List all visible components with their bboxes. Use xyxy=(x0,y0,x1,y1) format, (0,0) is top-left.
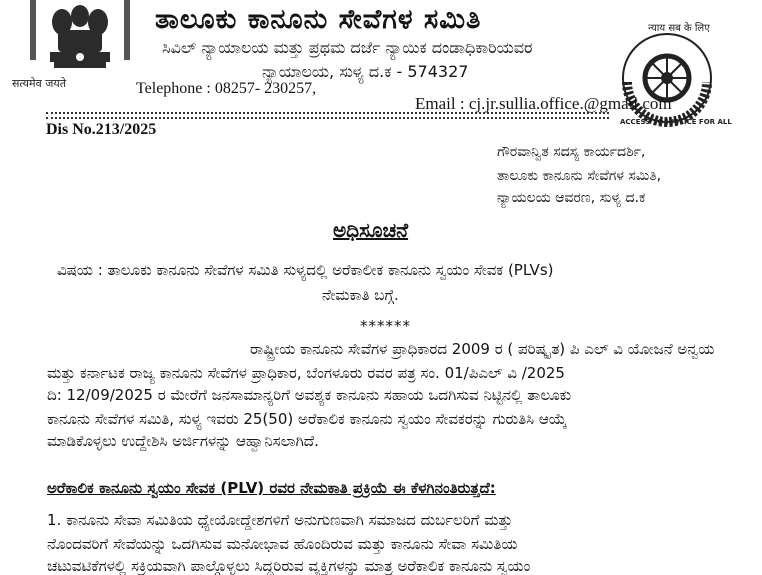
letterhead-divider xyxy=(46,117,609,119)
section-heading: ಅರೆಕಾಲಿಕ ಕಾನೂನು ಸ್ವಯಂ ಸೇವಕ (PLV) ರವರ ನೇಮಕಾತಿ ಪ್ರಕ್ರಿಯೆ ಈ ಕೆಳಗಿನಂತಿರುತ್ತದೆ: xyxy=(47,479,496,497)
notification-heading: ಅಧಿಸೂಚನೆ xyxy=(333,218,409,242)
organization-name: ತಾಲೂಕು ಕಾನೂನು ಸೇವೆಗಳ ಸಮಿತಿ xyxy=(155,4,482,35)
logo-ring-text: ACCESS TO JUSTICE FOR ALL xyxy=(620,118,732,126)
subject-line: ವಿಷಯ : ತಾಲೂಕು ಕಾನೂನು ಸೇವೆಗಳ ಸಮಿತಿ ಸುಳ್ಯದಲ್ಲಿ ಅರೆಕಾಲೀಕ ಕಾನೂನು ಸ್ವಯಂ ಸೇವಕ (PLVs) xyxy=(57,261,554,279)
body-line: ರಾಷ್ಟ್ರೀಯ ಕಾನೂನು ಸೇವೆಗಳ ಪ್ರಾಧಿಕಾರದ 2009 ರ ( ಪರಿಷ್ಕೃತ) ಪಿ ಎಲ್ ವಿ ಯೋಜನೆ ಅನ್ವಯ xyxy=(250,340,715,358)
addressee-line: ತಾಲೂಕು ಕಾನೂನು ಸೇವೆಗಳ ಸಮಿತಿ, xyxy=(497,168,662,184)
point-line: ನೊಂದವರಿಗೆ ಸೇವೆಯನ್ನು ಒದಗಿಸುವ ಮನೋಭಾವ ಹೊಂದಿರುವ ಮತ್ತು ಕಾನೂನು ಸೇವಾ ಸಮಿತಿಯ xyxy=(47,535,518,553)
separator-stars: ****** xyxy=(360,317,411,335)
point-line: 1. ಕಾನೂನು ಸೇವಾ ಸಮಿತಿಯ ಧ್ಯೇಯೋದ್ದೇಶಗಳಿಗೆ ಅನುಗುಣವಾಗಿ ಸಮಾಜದ ದುರ್ಬಲರಿಗೆ ಮತ್ತು xyxy=(47,511,513,529)
letterhead-divider xyxy=(46,112,609,114)
subject-line: ನೇಮಕಾತಿ ಬಗ್ಗೆ. xyxy=(322,286,399,304)
body-line: ಮಾಡಿಕೊಳ್ಳಲು ಉದ್ದೇಶಿಸಿ ಅರ್ಜಿಗಳನ್ನು ಆಹ್ವಾನಿಸಲಾಗಿದೆ. xyxy=(47,432,319,450)
telephone: Telephone : 08257- 230257, xyxy=(136,80,317,97)
court-subtitle: ಸಿವಿಲ್ ನ್ಯಾಯಾಲಯ ಮತ್ತು ಪ್ರಥಮ ದರ್ಜೆ ನ್ಯಾಯಿಕ ದಂಡಾಧಿಕಾರಿಯವರ xyxy=(162,38,533,57)
point-line: ಚಟುವಟಿಕೆಗಳಲ್ಲಿ ಸಕ್ರಿಯವಾಗಿ ಪಾಲ್ಗೊಳ್ಳಲು ಸಿದ್ಧರಿರುವ ವ್ಯಕ್ತಿಗಳನ್ನು ಮಾತ್ರ ಅರೆಕಾಲಿಕ ಕಾನೂನು ಸ್ವಯಂ xyxy=(47,557,531,575)
email-address: Email : cj.jr.sullia.office.@gmail.com xyxy=(415,94,672,113)
body-line: ಕಾನೂನು ಸೇವೆಗಳ ಸಮಿತಿ, ಸುಳ್ಯ ಇವರು 25(50) ಅರೆಕಾಲಿಕ ಕಾನೂನು ಸ್ವಯಂ ಸೇವಕರನ್ನು ಗುರುತಿಸಿ ಆಯ್ಕೆ xyxy=(47,410,567,428)
body-line: ದಿ: 12/09/2025 ರ ಮೇರೆಗೆ ಜನಸಾಮಾನ್ಯರಿಗೆ ಅವಶ್ಯಕ ಕಾನೂನು ಸಹಾಯ ಒದಗಿಸುವ ನಿಟ್ಟಿನಲ್ಲಿ ತಾಲೂಕು xyxy=(47,386,572,404)
court-address: ನ್ಯಾಯಾಲಯ, ಸುಳ್ಯ ದ.ಕ - 574327 xyxy=(262,62,469,81)
addressee-line: ಗೌರವಾನ್ವಿತ ಸದಸ್ಯ ಕಾರ್ಯದರ್ಶಿ, xyxy=(497,144,646,160)
logo-top-text: न्याय सब के लिए xyxy=(648,23,710,34)
emblem-caption: सत्यमेव जयते xyxy=(12,77,67,90)
dispatch-number: Dis No.213/2025 xyxy=(46,121,157,138)
addressee-line: ನ್ಯಾಯಲಯ ಆವರಣ, ಸುಳ್ಯ ದ.ಕ xyxy=(497,190,646,206)
body-line: ಮತ್ತು ಕರ್ನಾಟಕ ರಾಜ್ಯ ಕಾನೂನು ಸೇವೆಗಳ ಪ್ರಾಧಿಕಾರ, ಬೆಂಗಳೂರು ರವರ ಪತ್ರ ಸಂ. 01/ಪಿಎಲ್ ವಿ /2025 xyxy=(47,364,565,382)
